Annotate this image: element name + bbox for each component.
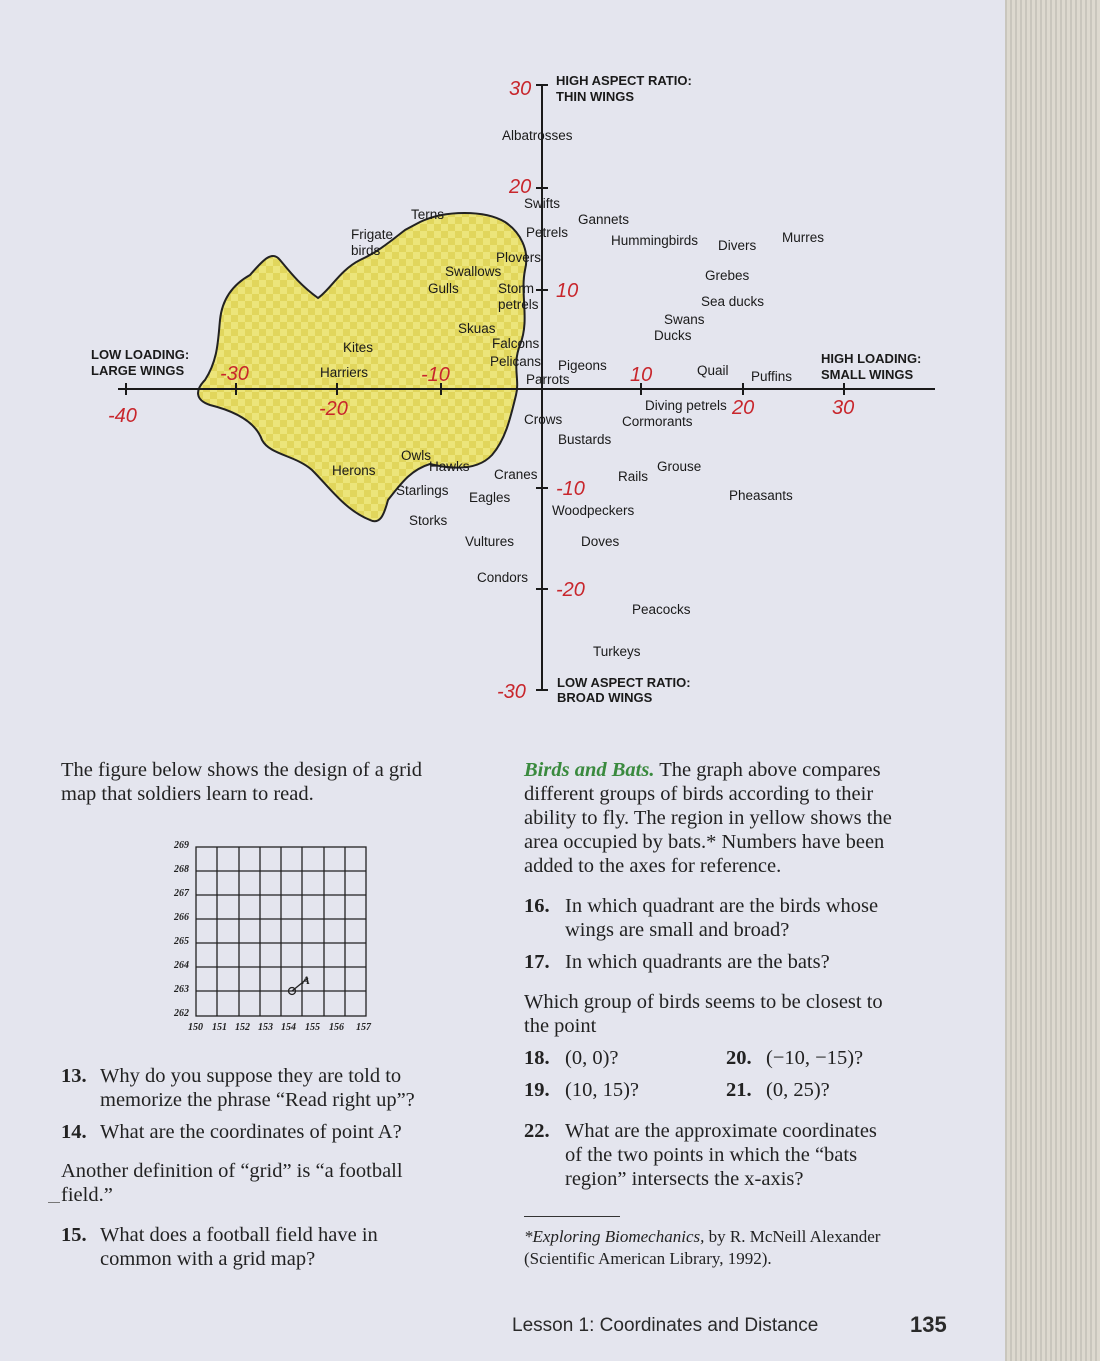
q22-line-1: What are the approximate coordinates	[565, 1120, 877, 1142]
label-rails: Rails	[618, 469, 649, 484]
svg-text:155: 155	[305, 1022, 320, 1033]
q18-text: (0, 0)?	[565, 1047, 619, 1069]
footnote-author: by R. McNeill Alexander	[704, 1227, 881, 1246]
label-diving-petrels: Diving petrels	[645, 398, 727, 413]
x-tick-m20: -20	[319, 398, 348, 420]
svg-text:151: 151	[212, 1022, 227, 1033]
grid-definition	[61, 1159, 403, 1207]
label-frigate: Frigate	[351, 227, 394, 242]
right-axis-label-1: HIGH LOADING:	[821, 351, 922, 366]
label-herons: Herons	[332, 463, 376, 478]
q15-line-1: What does a football field have in	[100, 1224, 378, 1246]
q17-number: 17.	[524, 951, 550, 973]
label-kites: Kites	[343, 340, 374, 355]
svg-text:269: 269	[174, 840, 189, 851]
label-cormorants: Cormorants	[622, 414, 693, 429]
label-grouse: Grouse	[657, 459, 702, 474]
svg-text:150: 150	[188, 1022, 203, 1033]
footnote-book-title: *Exploring Biomechanics,	[524, 1227, 705, 1246]
svg-text:153: 153	[258, 1022, 273, 1033]
label-grebes: Grebes	[705, 268, 750, 283]
q19-number: 19.	[524, 1079, 550, 1101]
svg-text:267: 267	[174, 888, 189, 899]
svg-text:154: 154	[281, 1022, 296, 1033]
label-cranes: Cranes	[494, 467, 538, 482]
label-puffins: Puffins	[751, 369, 793, 384]
q13-number: 13.	[61, 1065, 87, 1087]
bottom-axis-label-2: BROAD WINGS	[557, 690, 653, 705]
q17-text: In which quadrants are the bats?	[565, 951, 830, 973]
birds-bats-intro	[524, 758, 892, 878]
label-vultures: Vultures	[465, 534, 515, 549]
q16-line-1: In which quadrant are the birds whose	[565, 895, 879, 917]
label-swans: Swans	[664, 312, 705, 327]
x-tick-30: 30	[832, 397, 855, 419]
q14-text: What are the coordinates of point A?	[100, 1121, 402, 1143]
grid-intro-line-1: The figure below shows the design of a grid	[61, 759, 422, 781]
label-skuas: Skuas	[458, 321, 496, 336]
right-axis-label-2: SMALL WINGS	[821, 367, 914, 382]
q16-line-2: wings are small and broad?	[565, 919, 790, 941]
label-albatrosses: Albatrosses	[502, 128, 573, 143]
label-sea-ducks: Sea ducks	[701, 294, 765, 309]
svg-text:262: 262	[174, 1008, 189, 1019]
grid-intro-line-2: map that soldiers learn to read.	[61, 783, 314, 805]
left-axis-label-2: LARGE WINGS	[91, 363, 185, 378]
lesson-footer: Lesson 1: Coordinates and Distance	[512, 1315, 819, 1336]
y-tick-m20: -20	[556, 579, 585, 601]
top-axis-label-2: THIN WINGS	[556, 89, 634, 104]
label-pigeons: Pigeons	[558, 358, 607, 373]
label-hawks: Hawks	[429, 459, 470, 474]
label-harriers: Harriers	[320, 365, 369, 380]
label-bustards: Bustards	[558, 432, 612, 447]
label-peacocks: Peacocks	[632, 602, 691, 617]
intro-line-1: The graph above compares	[654, 759, 881, 781]
label-hummingbirds: Hummingbirds	[611, 233, 699, 248]
label-gulls: Gulls	[428, 281, 459, 296]
label-pheasants: Pheasants	[729, 488, 793, 503]
q13-line-1: Why do you suppose they are told to	[100, 1065, 402, 1087]
label-starlings: Starlings	[396, 483, 449, 498]
label-doves: Doves	[581, 534, 620, 549]
bottom-axis-label-1: LOW ASPECT RATIO:	[557, 675, 691, 690]
closest-point-prompt	[524, 990, 883, 1038]
label-woodpeckers: Woodpeckers	[552, 503, 635, 518]
intro-line-4: area occupied by bats.* Numbers have been	[524, 831, 885, 853]
label-ducks: Ducks	[654, 328, 692, 343]
intro-line-5: added to the axes for reference.	[524, 855, 782, 877]
label-owls: Owls	[401, 448, 431, 463]
footnote	[524, 1226, 880, 1270]
left-axis-label-1: LOW LOADING:	[91, 347, 190, 362]
q15-number: 15.	[61, 1224, 87, 1246]
x-tick-20: 20	[732, 397, 755, 419]
svg-text:265: 265	[174, 936, 189, 947]
footnote-publisher: (Scientific American Library, 1992).	[524, 1249, 772, 1268]
label-quail: Quail	[697, 363, 729, 378]
which-line-2: the point	[524, 1015, 597, 1037]
point-a-label: A	[302, 973, 311, 987]
intro-line-3: ability to fly. The region in yellow shows the	[524, 807, 892, 829]
footnote-rule	[524, 1216, 620, 1217]
svg-text:266: 266	[174, 912, 189, 923]
top-axis-label-1: HIGH ASPECT RATIO:	[556, 73, 692, 88]
definition-line-1: Another definition of “grid” is “a football	[61, 1160, 403, 1182]
label-gannets: Gannets	[578, 212, 630, 227]
q22-line-3: region” intersects the x-axis?	[565, 1168, 804, 1190]
y-tick-m10: -10	[556, 478, 585, 500]
page-edge	[1005, 0, 1100, 1361]
svg-text:157: 157	[356, 1022, 371, 1033]
y-tick-20: 20	[509, 176, 532, 198]
q20-text: (−10, −15)?	[766, 1047, 864, 1069]
grid-map	[160, 836, 390, 1036]
definition-line-2: field.”	[61, 1184, 113, 1206]
label-swifts: Swifts	[524, 196, 561, 211]
label-petrels: Petrels	[526, 225, 569, 240]
page-number: 135	[910, 1312, 947, 1337]
margin-mark	[48, 1202, 60, 1203]
y-bottom-number: -30	[497, 681, 526, 703]
svg-text:268: 268	[174, 864, 189, 875]
label-plovers: Plovers	[496, 250, 542, 265]
label-eagles: Eagles	[469, 490, 511, 505]
x-tick-m40: -40	[108, 405, 137, 427]
q19-text: (10, 15)?	[565, 1079, 640, 1101]
x-tick-m10: -10	[421, 364, 450, 386]
label-storks: Storks	[409, 513, 448, 528]
which-line-1: Which group of birds seems to be closest to	[524, 991, 883, 1013]
grid-lines	[196, 847, 366, 1016]
svg-text:156: 156	[329, 1022, 344, 1033]
y-tick-10: 10	[556, 280, 579, 302]
label-murres: Murres	[782, 230, 825, 245]
svg-text:263: 263	[174, 984, 189, 995]
label-falcons: Falcons	[492, 336, 540, 351]
grid-y-labels	[173, 840, 190, 1019]
grid-intro	[61, 758, 422, 806]
q15-line-2: common with a grid map?	[100, 1248, 316, 1270]
q21-text: (0, 25)?	[766, 1079, 830, 1101]
label-crows: Crows	[524, 412, 563, 427]
q22-number: 22.	[524, 1120, 550, 1142]
label-turkeys: Turkeys	[593, 644, 641, 659]
label-parrots: Parrots	[526, 372, 570, 387]
q14-number: 14.	[61, 1121, 87, 1143]
label-swallows: Swallows	[445, 264, 502, 279]
label-storm-petrels: petrels	[498, 297, 539, 312]
label-pelicans: Pelicans	[490, 354, 542, 369]
label-storm: Storm	[498, 281, 535, 296]
q20-number: 20.	[726, 1047, 752, 1069]
x-tick-m30: -30	[220, 363, 249, 385]
q13-line-2: memorize the phrase “Read right up”?	[100, 1089, 415, 1111]
q21-number: 21.	[726, 1079, 752, 1101]
y-top-number: 30	[509, 78, 532, 100]
section-title: Birds and Bats.	[524, 759, 655, 781]
q16-number: 16.	[524, 895, 550, 917]
q22-line-2: of the two points in which the “bats	[565, 1144, 858, 1166]
label-divers: Divers	[718, 238, 757, 253]
svg-text:264: 264	[174, 960, 189, 971]
grid-x-labels	[188, 1022, 372, 1033]
label-terns: Terns	[411, 207, 445, 222]
x-tick-10: 10	[630, 364, 653, 386]
q18-number: 18.	[524, 1047, 550, 1069]
svg-text:152: 152	[235, 1022, 250, 1033]
label-condors: Condors	[477, 570, 529, 585]
label-frigate-birds: birds	[351, 243, 381, 258]
intro-line-2: different groups of birds according to their	[524, 783, 874, 805]
